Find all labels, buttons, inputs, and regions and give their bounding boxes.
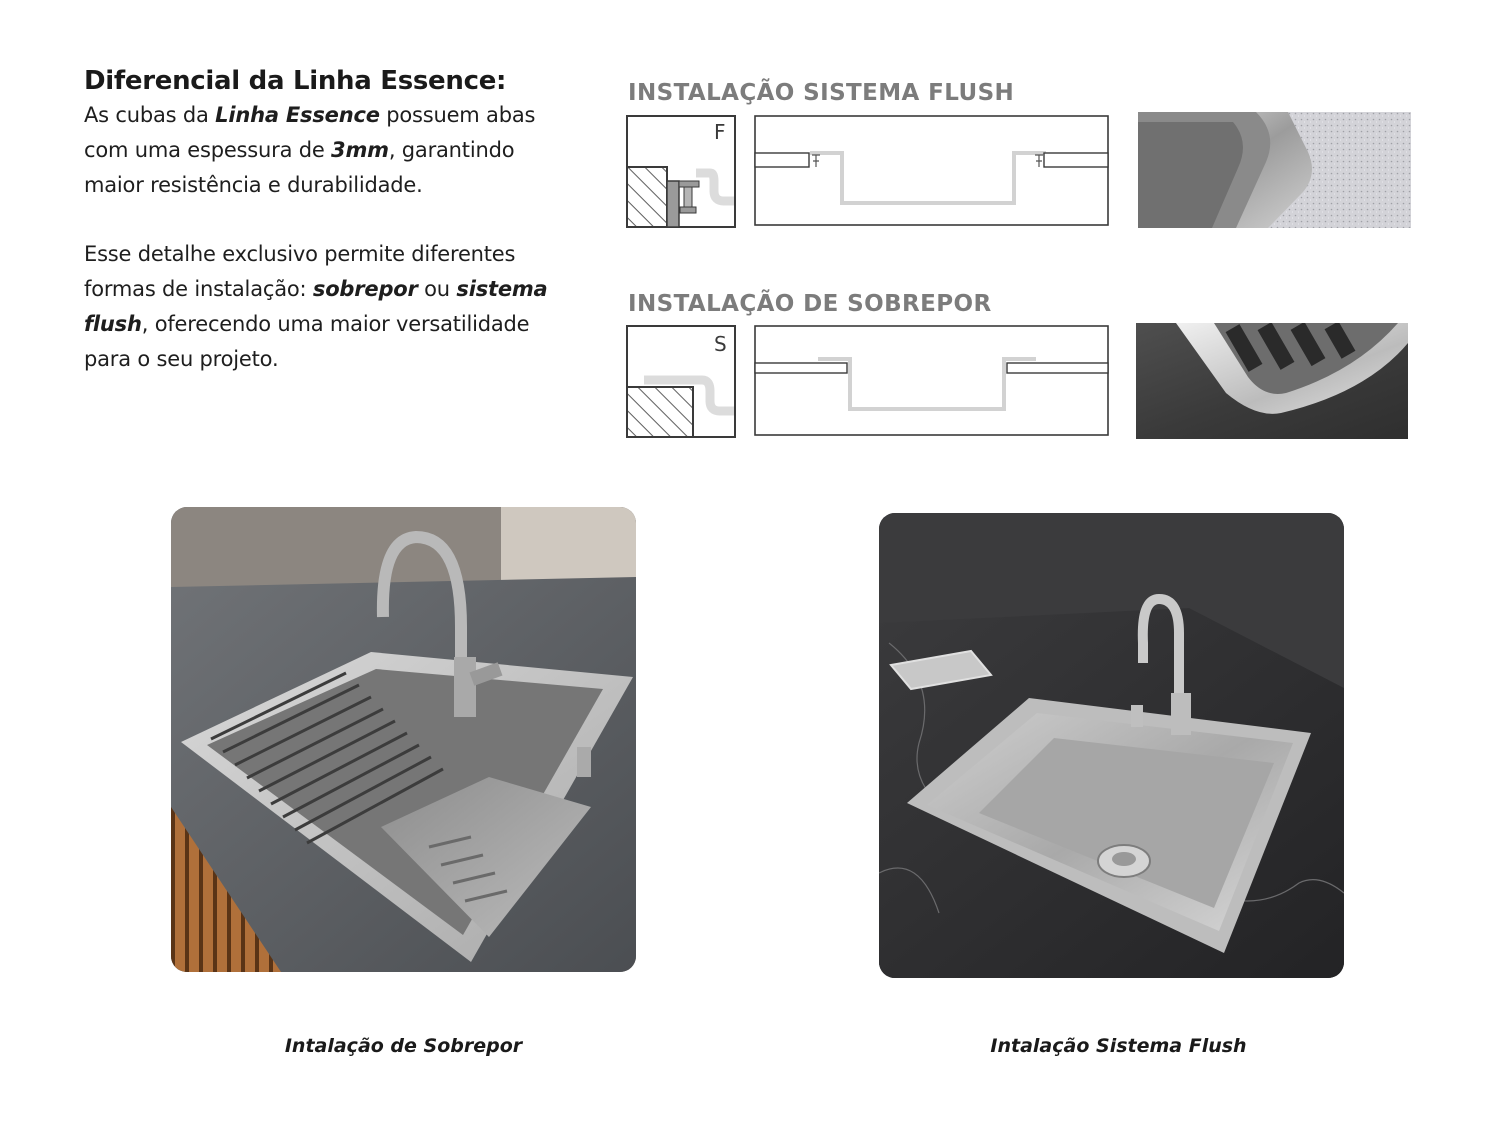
p2-option-flush: sistema flush [84, 277, 548, 336]
sobrepor-section-title: INSTALAÇÃO DE SOBREPOR [628, 291, 992, 317]
flush-detail-photo [1138, 112, 1411, 228]
p1-brand: Linha Essence [215, 103, 380, 127]
flush-cross-section-diagram [754, 115, 1110, 227]
p2-option-sobrepor: sobrepor [312, 277, 418, 301]
flush-section-title: INSTALAÇÃO SISTEMA FLUSH [628, 80, 1015, 106]
flush-caption: Intalação Sistema Flush [990, 1035, 1247, 1057]
p1-text-1: As cubas da [84, 103, 216, 127]
p1-text-3: , garantindo maior resistência e durabilidade. [84, 138, 515, 197]
flush-letter: F [714, 120, 726, 144]
p1-text-2: possuem abas com uma espessura de [84, 103, 536, 162]
flush-detail-diagram [626, 115, 738, 229]
intro-paragraph-2 [84, 237, 564, 377]
sobrepor-detail-diagram [626, 325, 738, 439]
flush-thumbnail-art [1138, 112, 1411, 228]
sobrepor-letter: S [714, 332, 727, 356]
sobrepor-thumbnail-art [1136, 323, 1408, 439]
sobrepor-cross-section-diagram [754, 325, 1110, 437]
intro-block [84, 64, 564, 377]
sobrepor-photo-art [171, 507, 636, 972]
sobrepor-detail-photo [1136, 323, 1408, 439]
flush-installation-photo [879, 513, 1344, 978]
sobrepor-installation-photo [171, 507, 636, 972]
intro-paragraph-1 [84, 98, 564, 203]
p1-thickness: 3mm [331, 138, 389, 162]
p2-text-2: ou [417, 277, 457, 301]
flush-photo-art [879, 513, 1344, 978]
intro-heading: Diferencial da Linha Essence: [84, 66, 507, 96]
p2-text-1: Esse detalhe exclusivo permite diferentes formas de instalação: [84, 242, 516, 301]
sobrepor-caption: Intalação de Sobrepor [284, 1035, 523, 1057]
p2-text-3: , oferecendo uma maior versatilidade para o seu projeto. [84, 312, 530, 371]
